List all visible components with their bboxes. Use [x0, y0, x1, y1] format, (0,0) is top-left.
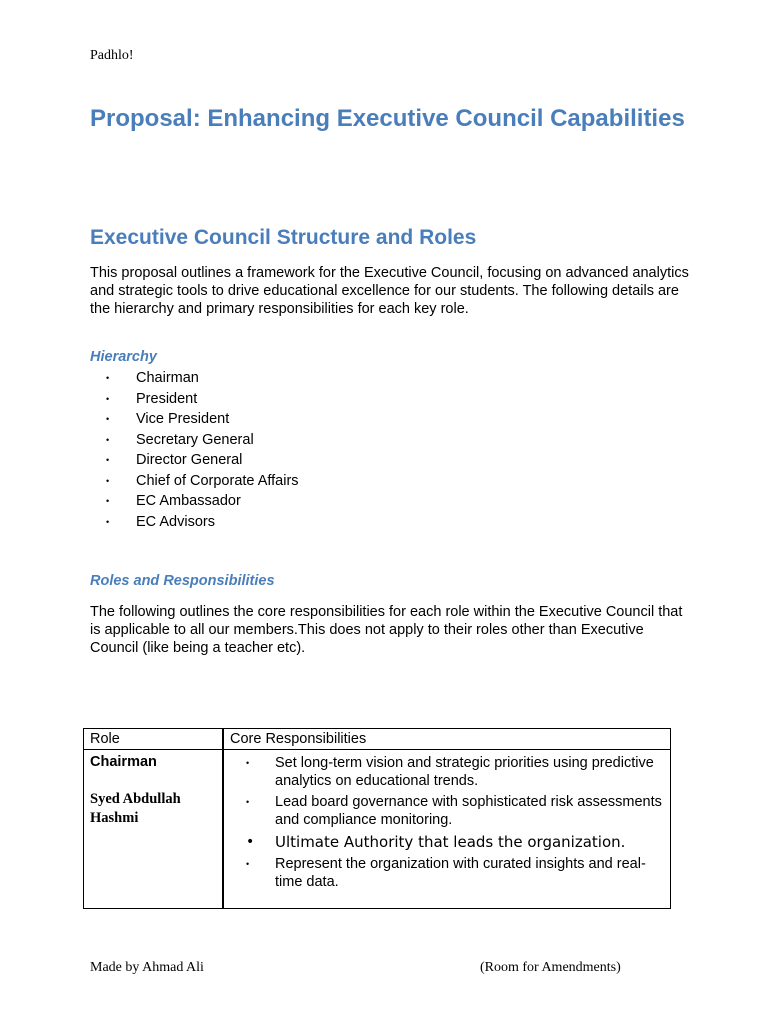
list-item: • Lead board governance with sophisticated risk assessments and compliance monitoring.	[230, 793, 664, 829]
hierarchy-list	[90, 368, 299, 532]
role-holder-name: Syed Abdullah Hashmi	[90, 791, 181, 826]
table-header-responsibilities: Core Responsibilities	[223, 729, 671, 750]
list-item: • Ultimate Authority that leads the organization.	[230, 832, 664, 852]
list-item: • Set long-term vision and strategic priorities using predictive analytics on educational trends.	[230, 754, 664, 790]
list-item: • Chairman	[90, 368, 299, 389]
list-item: • EC Ambassador	[90, 491, 299, 512]
list-item: • Secretary General	[90, 430, 299, 451]
responsibilities-table	[83, 728, 671, 909]
page-header: Padhlo!	[90, 48, 134, 63]
role-cell	[84, 750, 224, 909]
intro-paragraph: This proposal outlines a framework for the Executive Council, focusing on advanced analytics and strategic tools to drive educational excellence for our students. The following details are the hierarchy and primary responsibilities for each key role.	[90, 265, 689, 317]
footer-note: (Room for Amendments)	[480, 960, 621, 975]
list-item: • Director General	[90, 450, 299, 471]
responsibilities-list	[230, 754, 664, 891]
section-heading: Executive Council Structure and Roles	[90, 226, 477, 249]
list-item: • Represent the organization with curated insights and real-time data.	[230, 855, 664, 891]
roles-paragraph: The following outlines the core responsibilities for each role within the Executive Council that is applicable to all our members.This does not apply to their roles other than Executive Council (like being a teacher etc).	[90, 604, 683, 656]
responsibilities-cell	[223, 750, 671, 909]
list-item: • EC Advisors	[90, 512, 299, 533]
hierarchy-heading: Hierarchy	[90, 349, 157, 365]
list-item: • Vice President	[90, 409, 299, 430]
document-title: Proposal: Enhancing Executive Council Capabilities	[90, 105, 685, 132]
list-item: • Chief of Corporate Affairs	[90, 471, 299, 492]
role-name: Chairman	[90, 754, 157, 770]
table-header-row	[84, 729, 671, 750]
roles-heading: Roles and Responsibilities	[90, 573, 275, 589]
list-item: • President	[90, 389, 299, 410]
table-header-role: Role	[84, 729, 224, 750]
footer-author: Made by Ahmad Ali	[90, 960, 204, 975]
table-row	[84, 750, 671, 909]
